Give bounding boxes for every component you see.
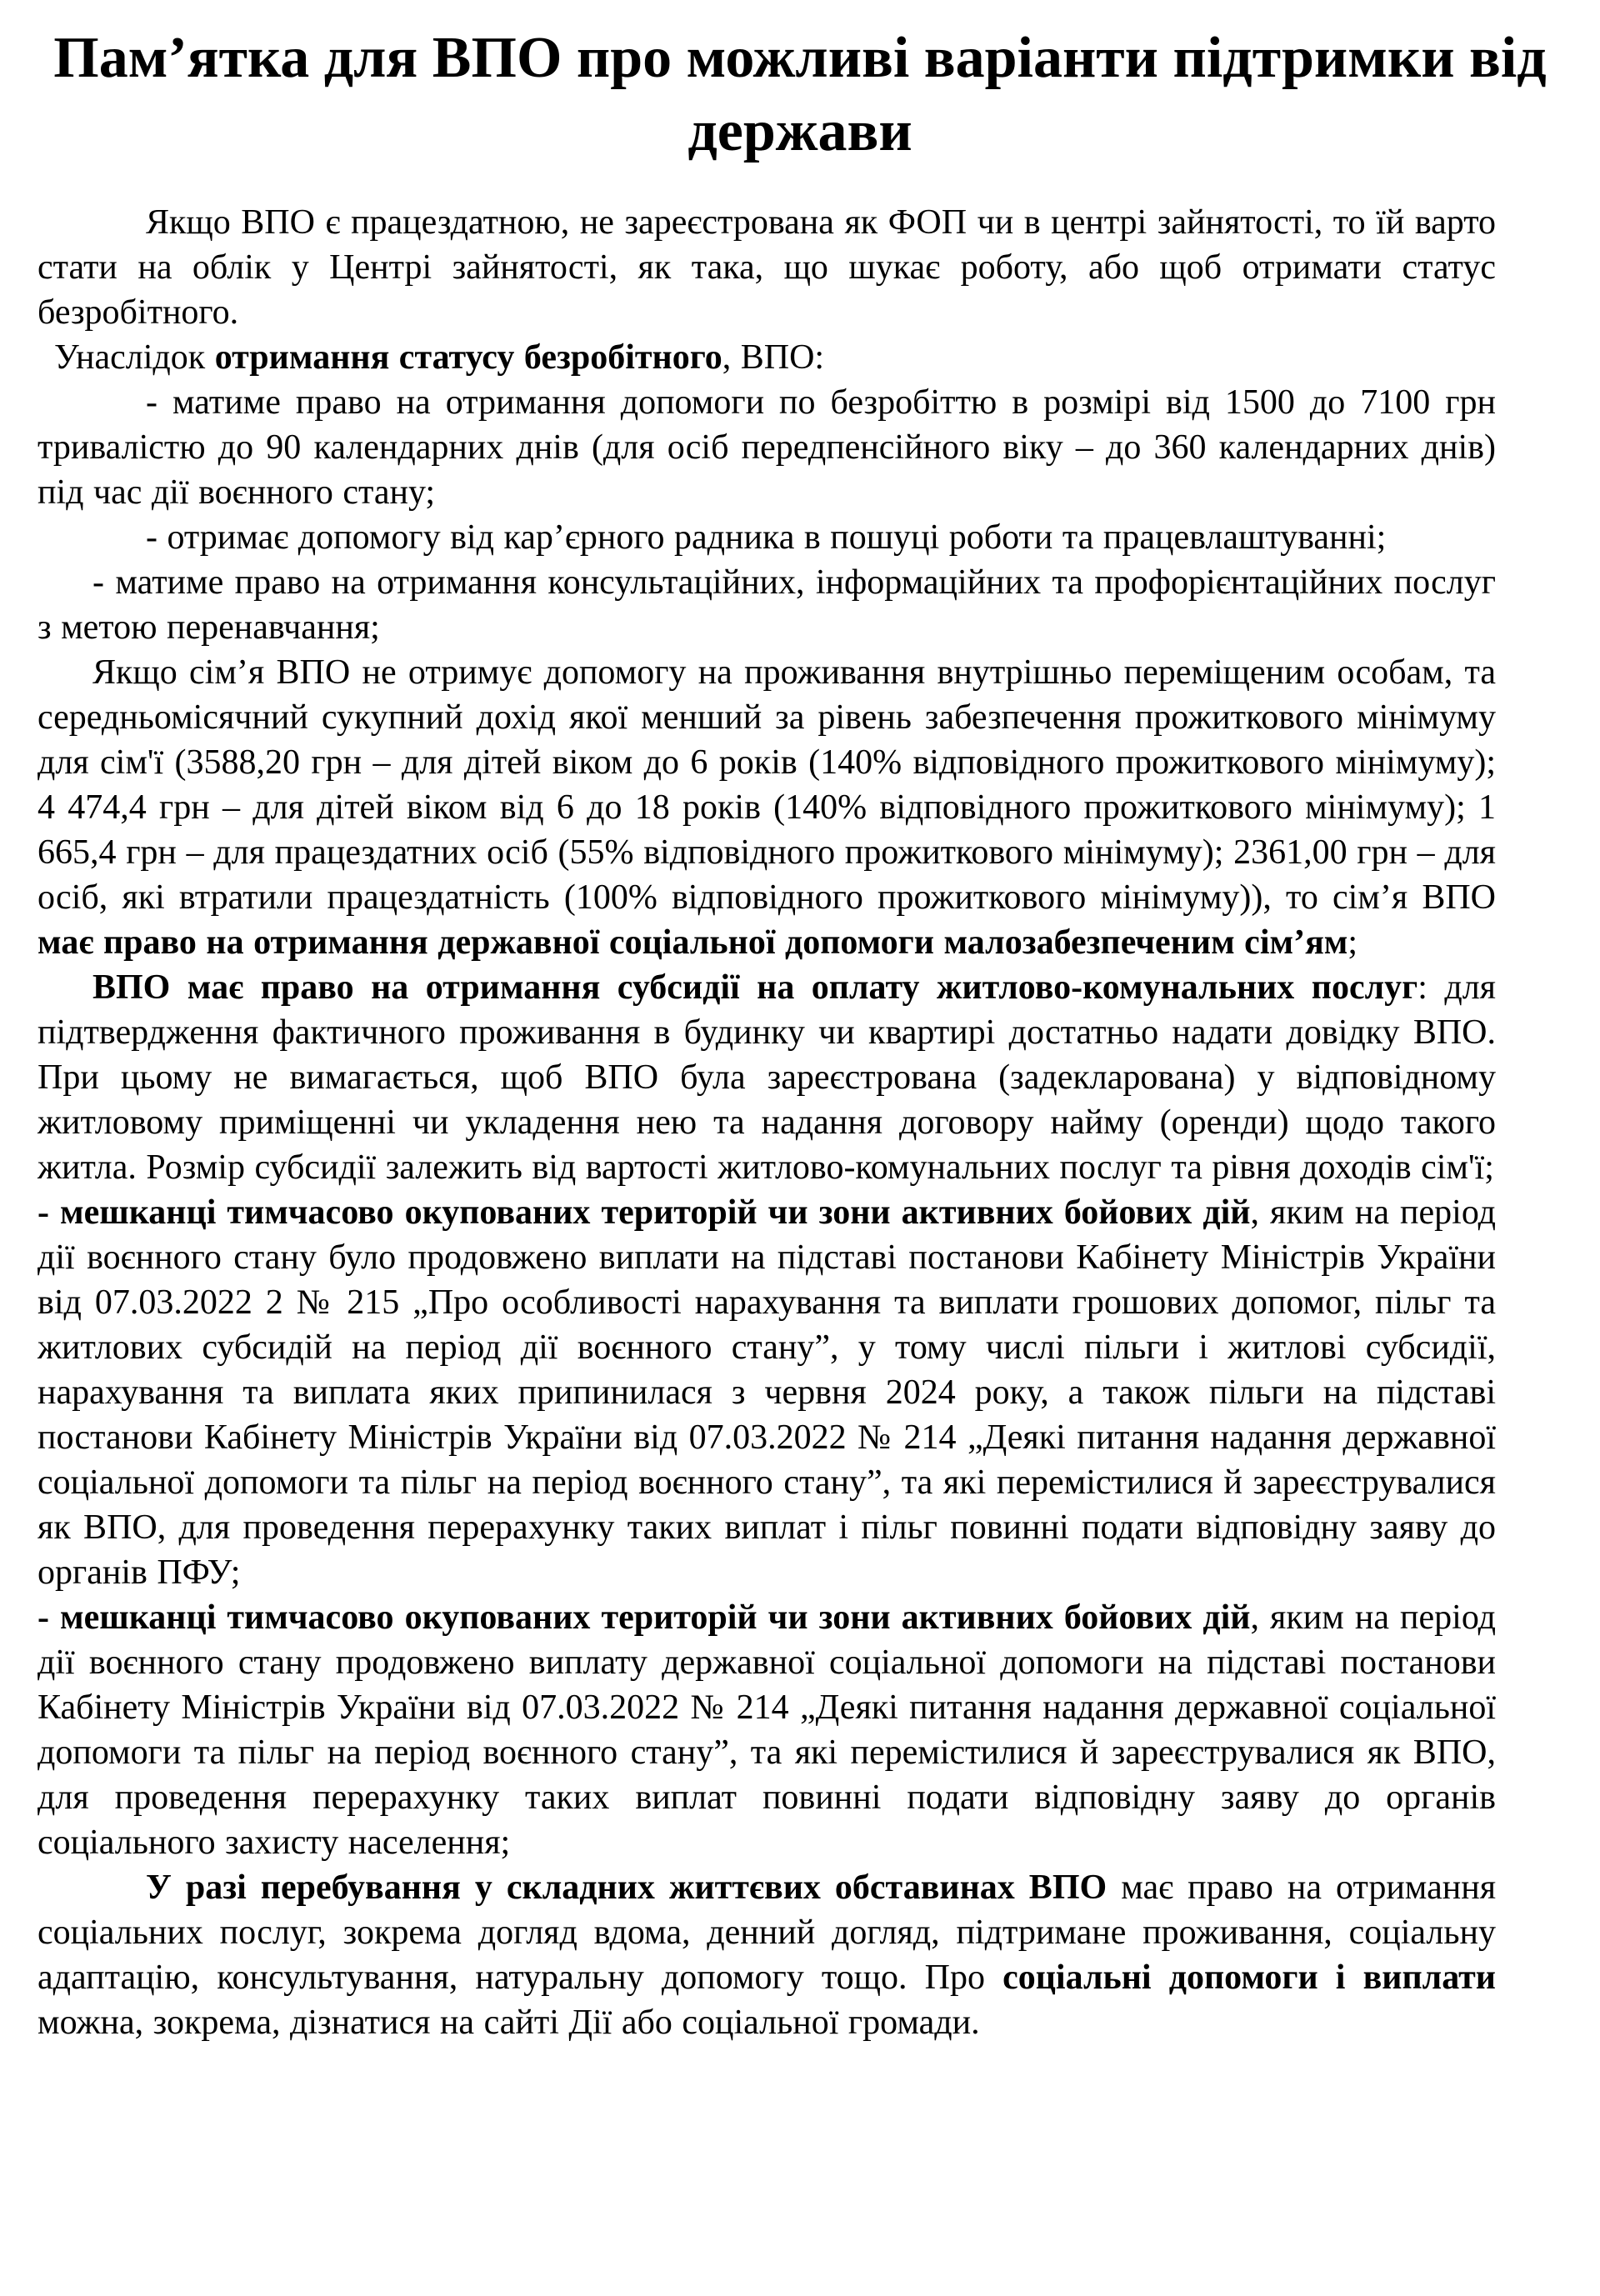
text-run: : для підтвердження фактичного проживання в будинку чи квартирі достатньо надати довідку ВПО. При цьому не вимагається, щоб ВПО була зареєстрована (задекларована) у відповідному житловому приміщенні чи укладення нею та надання договору найму (оренди) щодо такого житла. Розмір субсидії залежить від вартості житлово-комунальних послуг та рівня доходів сім'ї;: [38, 968, 1496, 1187]
bullet-unemployment-benefit: [38, 380, 1496, 515]
para-employment-center: [38, 200, 1496, 335]
bold-text-run: соціальні допомоги і виплати: [1002, 1958, 1496, 1997]
para-housing-subsidy: [38, 965, 1496, 1190]
text-run: можна, зокрема, дізнатися на сайті Дії або соціальної громади.: [38, 2003, 980, 2042]
bold-text-run: - мешканці тимчасово окупованих територій чи зони активних бойових дій: [38, 1598, 1251, 1637]
text-run: - матиме право на отримання допомоги по безробіттю в розмірі від 1500 до 7100 грн тривалістю до 90 календарних днів (для осіб передпенсійного віку – до 360 календарних днів) під час дії воєнного стану;: [38, 383, 1496, 512]
para-difficult-life-circumstances: [38, 1865, 1496, 2045]
bold-text-run: має право на отримання державної соціальної допомоги малозабезпеченим сім’ям: [38, 923, 1348, 962]
text-run: , яким на період дії воєнного стану продовжено виплату державної соціальної допомоги на підставі постанови Кабінету Міністрів України від 07.03.2022 № 214 „Деякі питання надання державної соціальної допомоги та пільг на період воєнного стану”, та які перемістилися й зареєструвалися як ВПО, для проведення перерахунку таких виплат повинні подати відповідну заяву до органів соціального захисту населення;: [38, 1598, 1496, 1862]
text-run: Унаслідок: [54, 338, 215, 377]
para-occupied-territories-pfu: [38, 1190, 1496, 1595]
text-run: - матиме право на отримання консультаційних, інформаційних та профорієнтаційних послуг з метою перенавчання;: [38, 563, 1496, 647]
document-title-line-2: держави: [688, 99, 912, 163]
document-body: [38, 200, 1496, 2045]
text-run: Якщо сім’я ВПО не отримує допомогу на проживання внутрішньо переміщеним особам, та середньомісячний сукупний дохід якої менший за рівень забезпечення прожиткового мінімуму для сім'ї (3588,20 грн – для дітей віком до 6 років (140% відповідного прожиткового мінімуму); 4 474,4 грн – для дітей віком від 6 до 18 років (140% відповідного прожиткового мінімуму); 1 665,4 грн – для працездатних осіб (55% відповідного прожиткового мінімуму); 2361,00 грн – для осіб, які втратили працездатність (100% відповідного прожиткового мінімуму)), то сім’я ВПО: [38, 653, 1496, 917]
text-run: має право на отримання соціальних послуг, зокрема догляд вдома, денний догляд, підтримане проживання, соціальну адаптацію, консультування, натуральну допомогу тощо. Про: [38, 1868, 1497, 1997]
bold-text-run: отримання статусу безробітного: [214, 338, 722, 377]
para-low-income-family-benefit: [38, 650, 1496, 965]
bullet-consulting-services: [38, 560, 1496, 650]
bold-text-run: - мешканці тимчасово окупованих територій чи зони активних бойових дій: [38, 1193, 1251, 1232]
document-title-line-1: Пам’ятка для ВПО про можливі варіанти підтримки від: [53, 26, 1547, 90]
bold-text-run: ВПО має право на отримання субсидії на оплату житлово-комунальних послуг: [92, 968, 1418, 1007]
text-run: Якщо ВПО є працездатною, не зареєстрована як ФОП чи в центрі зайнятості, то їй варто стати на облік у Центрі зайнятості, як така, що шукає роботу, або щоб отримати статус безробітного.: [38, 203, 1496, 332]
para-unemployed-status-intro: [38, 335, 1496, 380]
document-title: [38, 22, 1562, 168]
text-run: , ВПО:: [722, 338, 825, 377]
bold-text-run: У разі перебування у складних життєвих обставинах ВПО: [146, 1868, 1108, 1907]
para-occupied-territories-social-protection: [38, 1595, 1496, 1865]
text-run: ;: [1348, 923, 1358, 962]
text-run: - отримає допомогу від кар’єрного радника в пошуці роботи та працевлаштуванні;: [146, 518, 1387, 557]
bullet-career-advisor: [38, 515, 1496, 560]
text-run: , яким на період дії воєнного стану було продовжено виплати на підставі постанови Кабінету Міністрів України від 07.03.2022 2 № 215 „Про особливості нарахування та виплати грошових допомог, пільг та житлових субсидій на період дії воєнного стану”, у тому числі пільги і житлові субсидії, нарахування та виплата яких припинилася з червня 2024 року, а також пільги на підставі постанови Кабінету Міністрів України від 07.03.2022 № 214 „Деякі питання надання державної соціальної допомоги та пільг на період воєнного стану”, та які перемістилися й зареєструвалися як ВПО, для проведення перерахунку таких виплат і пільг повинні подати відповідну заяву до органів ПФУ;: [38, 1193, 1496, 1592]
